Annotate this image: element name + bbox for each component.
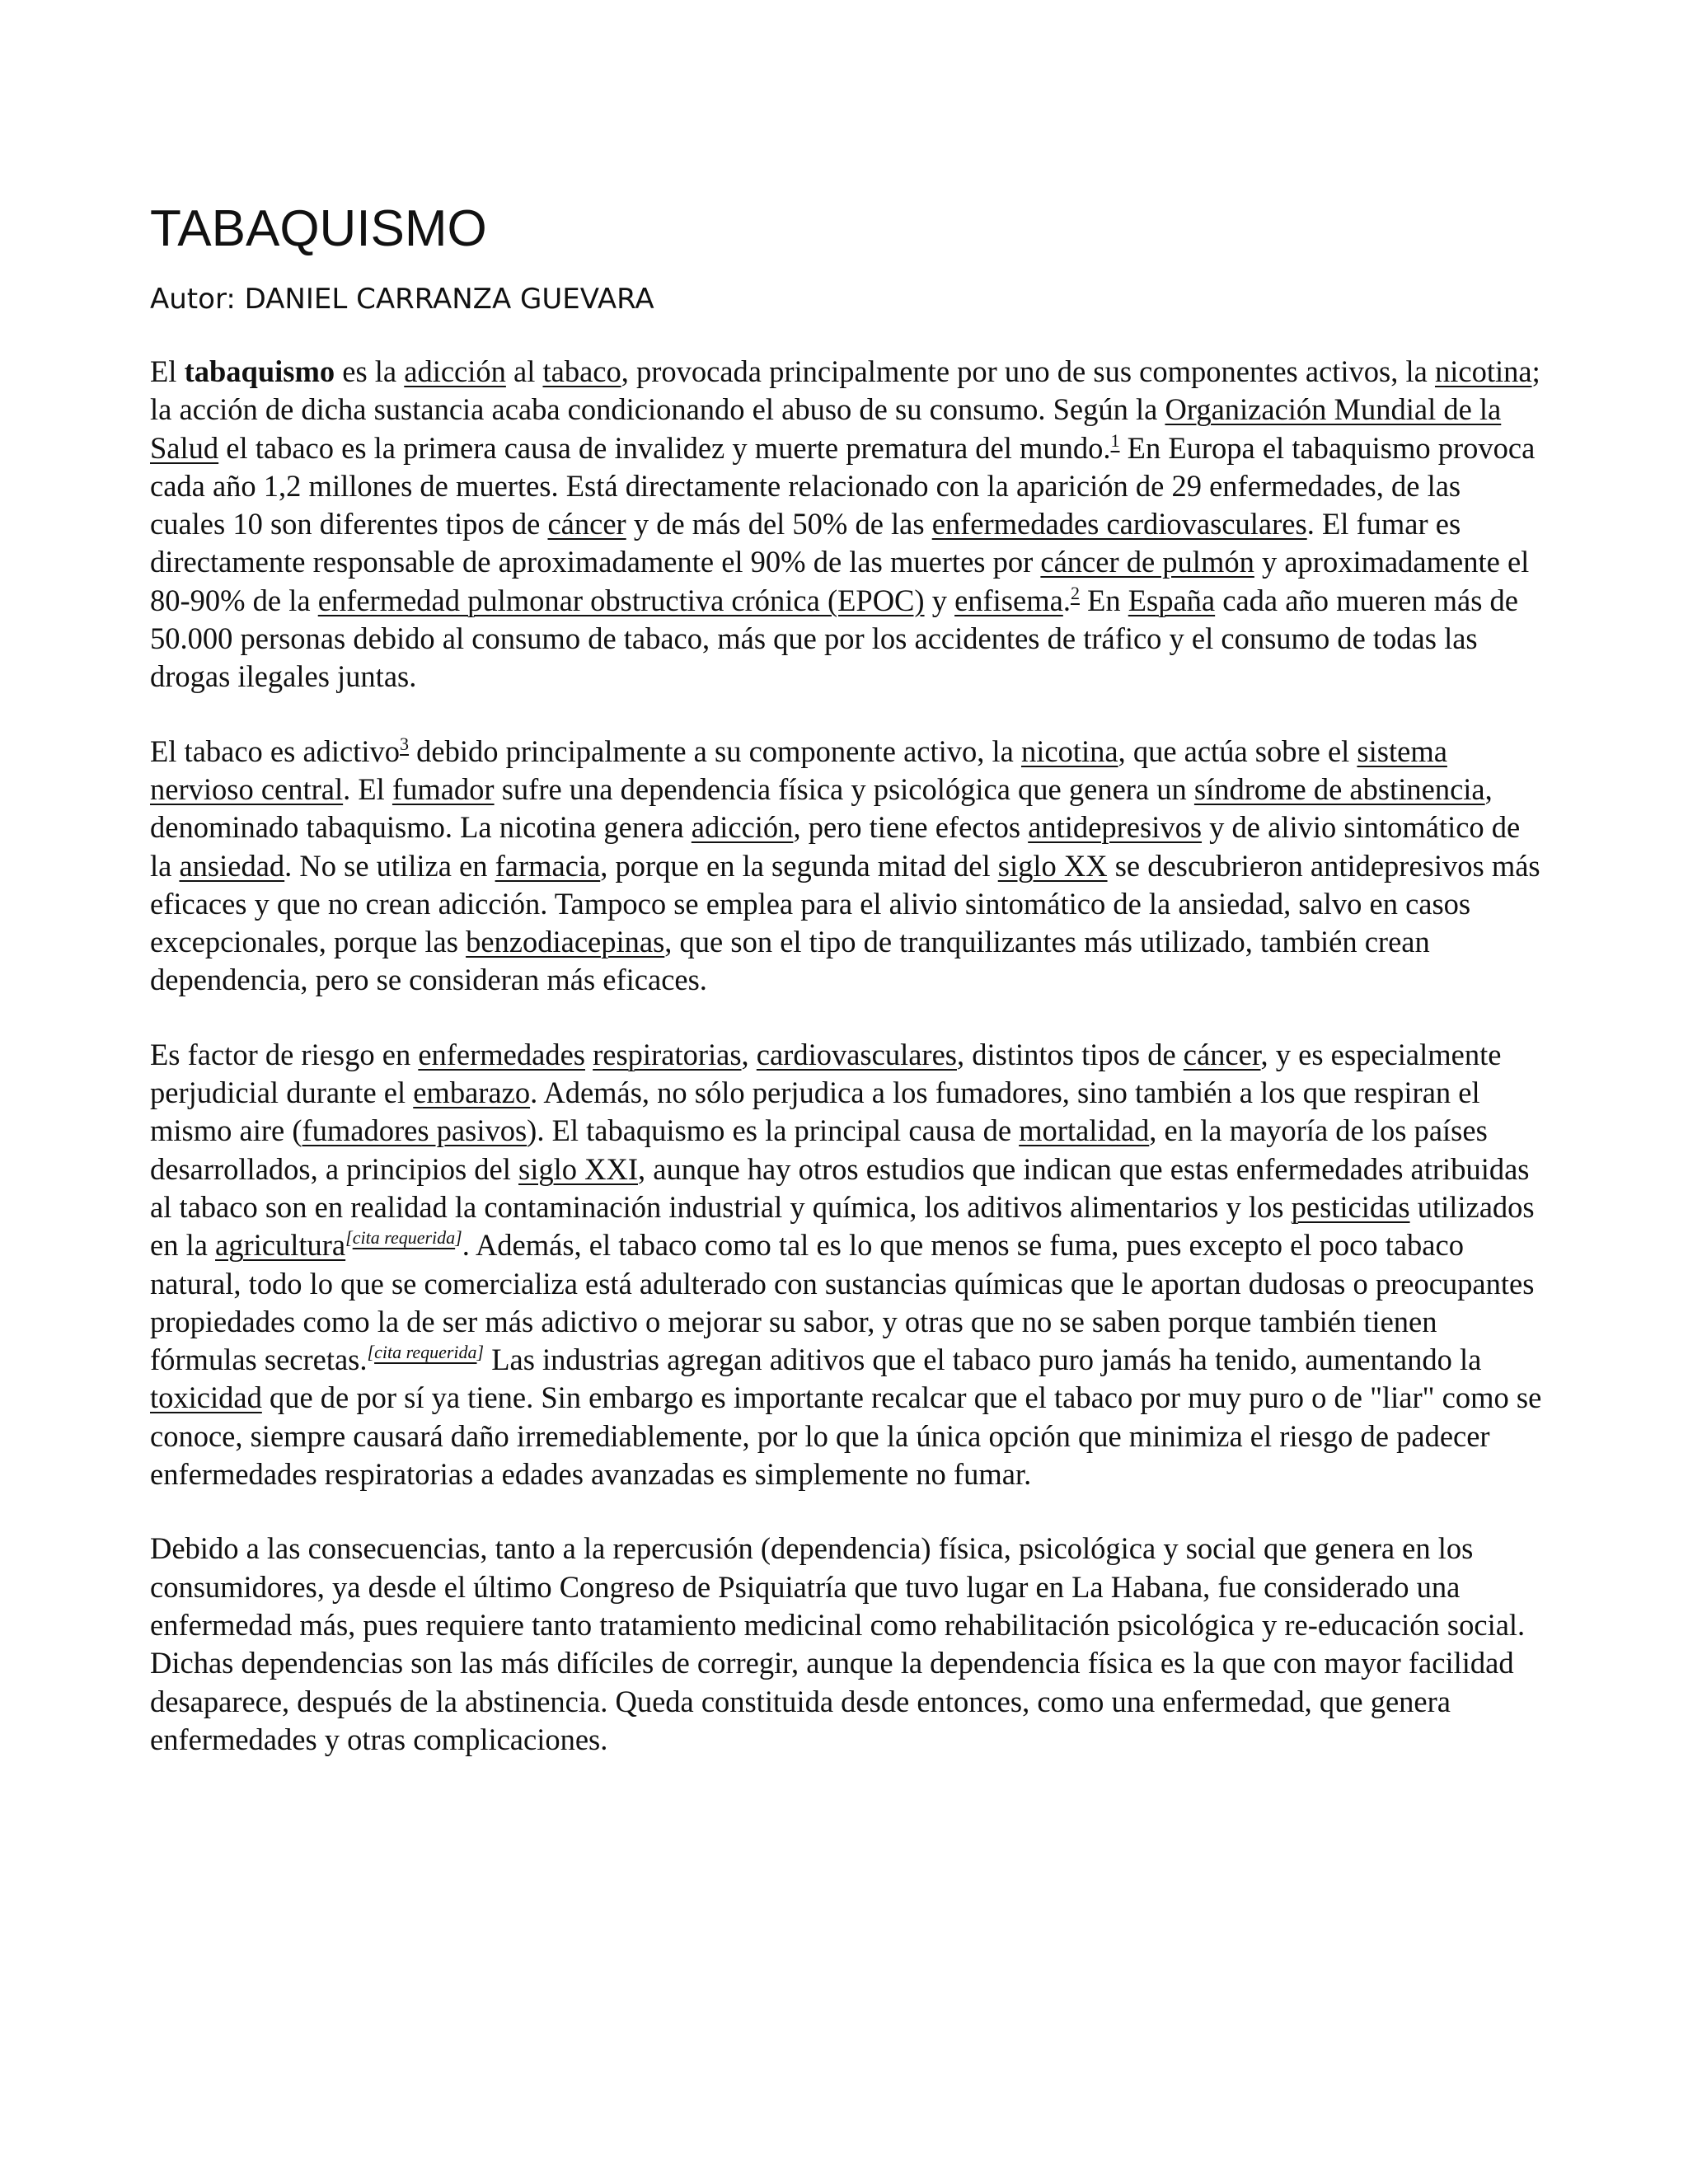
footnote-ref-3[interactable]: 3 bbox=[400, 733, 410, 754]
link-sistema-nervioso-central[interactable]: sistema nervioso central bbox=[150, 733, 1447, 806]
link-respiratorias[interactable]: respiratorias bbox=[593, 1037, 742, 1071]
link-enfisema[interactable]: enfisema bbox=[954, 583, 1063, 617]
link-agricultura[interactable]: agricultura bbox=[215, 1228, 346, 1263]
link-adiccion-2[interactable]: adicción bbox=[691, 810, 794, 845]
citation-needed-2[interactable]: [cita requerida] bbox=[367, 1342, 485, 1363]
link-cancer[interactable]: cáncer bbox=[547, 507, 626, 541]
link-tabaco[interactable]: tabaco bbox=[542, 354, 621, 388]
link-enfermedades[interactable]: enfermedades bbox=[418, 1037, 585, 1071]
citation-needed-1[interactable]: [cita requerida] bbox=[345, 1227, 462, 1249]
document-page bbox=[150, 196, 1543, 1759]
link-antidepresivos[interactable]: antidepresivos bbox=[1028, 810, 1203, 845]
link-espana[interactable]: España bbox=[1128, 583, 1216, 617]
link-sindrome-de-abstinencia[interactable]: síndrome de abstinencia bbox=[1193, 771, 1485, 806]
footnote-ref-1[interactable]: 1 bbox=[1110, 429, 1120, 451]
link-nicotina-2[interactable]: nicotina bbox=[1021, 733, 1118, 768]
link-toxicidad[interactable]: toxicidad bbox=[150, 1380, 262, 1415]
link-siglo-xx[interactable]: siglo XX bbox=[997, 848, 1108, 883]
link-embarazo[interactable]: embarazo bbox=[413, 1076, 531, 1110]
document-title: TABAQUISMO bbox=[150, 200, 487, 257]
term-tabaquismo: tabaquismo bbox=[184, 354, 335, 388]
link-fumadores-pasivos[interactable]: fumadores pasivos bbox=[302, 1113, 528, 1148]
paragraph-4: Debido a las consecuencias, tanto a la repercusión (dependencia) física, psicológica y social que genera en los consumidores, ya desde el último Congreso de Psiquiatría que tuvo lugar en La Habana, fue considerado una enfermedad más, pues requiere tanto tratamiento medicinal como rehabilitación psicológica y re-educación social. Dichas dependencias son las más difíciles de corregir, aunque la dependencia física es la que con mayor facilidad desaparece, después de la abstinencia. Queda constituida desde entonces, como una enfermedad, que genera enfermedades y otras complicaciones. bbox=[150, 1531, 1526, 1756]
link-enfermedades-cardiovasculares[interactable]: enfermedades cardiovasculares bbox=[931, 507, 1307, 541]
paragraph-1: El tabaquismo es la adicción al tabaco, provocada principalmente por uno de sus componentes activos, la nicotina; la acción de dicha sustancia acaba condicionando el abuso de su consumo. Según la Organización Mundial de la Salud el tabaco es la primera causa de invalidez y muerte prematura del mundo.$^1$ En Europa el tabaquismo provoca cada año 1,2 millones de muertes. Está directamente relacionado con la aparición de 29 enfermedades, de las cuales 10 son diferentes tipos de cáncer y de más del 50% de las enfermedades cardiovasculares. El fumar es directamente responsable de aproximadamente el 90% de las muertes por cáncer de pulmón y aproximadamente el 80-90% de la enfermedad pulmonar obstructiva crónica (EPOC) y enfisema.$^2$ En España cada año mueren más de 50.000 personas debido al consumo de tabaco, más que por los accidentes de tráfico y el consumo de todas las drogas ilegales juntas. bbox=[150, 354, 1540, 694]
link-cancer-2[interactable]: cáncer bbox=[1183, 1037, 1261, 1071]
link-benzodiacepinas[interactable]: benzodiacepinas bbox=[466, 925, 665, 959]
link-cancer-de-pulmon[interactable]: cáncer de pulmón bbox=[1040, 545, 1254, 579]
link-ansiedad[interactable]: ansiedad bbox=[179, 848, 285, 883]
link-nicotina[interactable]: nicotina bbox=[1434, 354, 1532, 388]
link-cardiovasculares[interactable]: cardiovasculares bbox=[756, 1037, 957, 1071]
link-epoc[interactable]: enfermedad pulmonar obstructiva crónica (EPOC) bbox=[317, 583, 925, 617]
link-siglo-xxi[interactable]: siglo XXI bbox=[518, 1151, 638, 1186]
link-oms[interactable]: Organización Mundial de la Salud bbox=[150, 392, 1502, 465]
paragraph-3: Es factor de riesgo en enfermedades respiratorias, cardiovasculares, distintos tipos de cáncer, y es especialmente perjudicial durante el embarazo. Además, no sólo perjudica a los fumadores, sino también a los que respiran el mismo aire (fumadores pasivos). El tabaquismo es la principal causa de mortalidad, en la mayoría de los países desarrollados, a principios del siglo XXI, aunque hay otros estudios que indican que estas enfermedades atribuidas al tabaco son en realidad la contaminación industrial y química, los aditivos alimentarios y los pesticidas utilizados en la agricultura[cita requerida]. Además, el tabaco como tal es lo que menos se fuma, pues excepto el poco tabaco natural, todo lo que se comercializa está adulterado con sustancias químicas que le aportan dudosas o preocupantes propiedades como la de ser más adictivo o mejorar su sabor, y otras que no se saben porque también tienen fórmulas secretas.[cita requerida] Las industrias agregan aditivos que el tabaco puro jamás ha tenido, aumentando la toxicidad que de por sí ya tiene. Sin embargo es importante recalcar que el tabaco por muy puro o de "liar" como se conoce, siempre causará daño irremediablemente, por lo que la única opción que minimiza el riesgo de padecer enfermedades respiratorias a edades avanzadas es simplemente no fumar. bbox=[150, 1037, 1542, 1492]
footnote-ref-2[interactable]: 2 bbox=[1070, 582, 1080, 603]
link-pesticidas[interactable]: pesticidas bbox=[1291, 1189, 1410, 1224]
document-author: Autor: DANIEL CARRANZA GUEVARA bbox=[150, 283, 654, 316]
link-mortalidad[interactable]: mortalidad bbox=[1019, 1113, 1150, 1148]
link-adiccion[interactable]: adicción bbox=[404, 354, 506, 388]
link-fumador[interactable]: fumador bbox=[392, 771, 495, 806]
citation-needed-link-1[interactable]: cita requerida bbox=[352, 1227, 456, 1249]
citation-needed-link-2[interactable]: cita requerida bbox=[374, 1342, 477, 1363]
paragraph-2: El tabaco es adictivo$^3$ debido principalmente a su componente activo, la nicotina, que actúa sobre el sistema nervioso central. El fumador sufre una dependencia física y psicológica que genera un síndrome de abstinencia, denominado tabaquismo. La nicotina genera adicción, pero tiene efectos antidepresivos y de alivio sintomático de la ansiedad. No se utiliza en farmacia, porque en la segunda mitad del siglo XX se descubrieron antidepresivos más eficaces y que no crean adicción. Tampoco se emplea para el alivio sintomático de la ansiedad, salvo en casos excepcionales, porque las benzodiacepinas, que son el tipo de tranquilizantes más utilizado, también crean dependencia, pero se consideran más eficaces. bbox=[150, 733, 1540, 997]
link-farmacia[interactable]: farmacia bbox=[495, 848, 601, 883]
